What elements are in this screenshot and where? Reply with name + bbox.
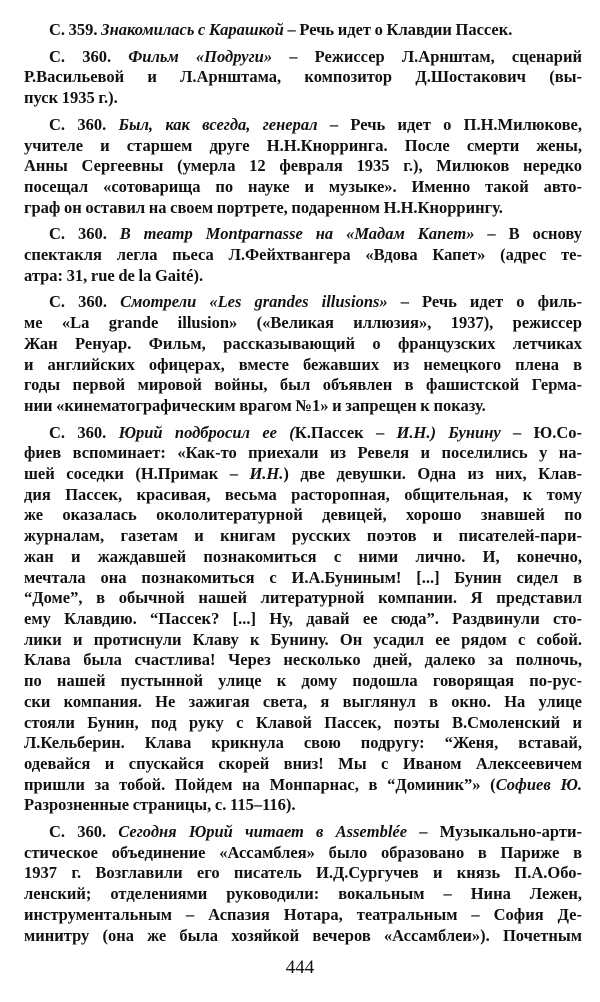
- text-line: [24, 650, 582, 671]
- text: – В основу: [474, 224, 582, 244]
- text: минитру (она же была хозяйкой вечеров «Ассамблеи»). Почетным: [24, 925, 582, 945]
- text: “Доме”, в обычной нашей литературной компании. Я представил: [24, 588, 582, 608]
- text-line: [24, 224, 582, 245]
- text-line: [24, 88, 582, 109]
- text: граф он оставил на своем портрете, подаренном Н.Н.Кноррингу.: [24, 197, 503, 217]
- text-line: [24, 526, 582, 547]
- text: пуск 1935 г.).: [24, 88, 118, 108]
- note-paragraph: [24, 423, 582, 816]
- text: дия Пассек, красивая, весьма расторопная, общительная, к тому: [24, 484, 582, 504]
- page-number: 444: [285, 957, 315, 979]
- text: К.Пассек –: [294, 422, 397, 442]
- text: ски компания. Не зажигая света, я выглянул в окно. На улице: [24, 691, 582, 711]
- text-line: [24, 156, 582, 177]
- text: 1937 г. Возглавили его писатель И.Д.Сургучев и князь П.А.Обо-: [24, 863, 582, 883]
- text-line: [24, 568, 582, 589]
- text: жан и жаждавшей познакомиться с ними лично. И, конечно,: [24, 546, 582, 566]
- text: С. 360.: [49, 46, 129, 66]
- text: годы первой мировой войны, был объявлен в фашистской Герма-: [24, 375, 582, 395]
- text: – Режиссер Л.Арнштам, сценарий: [272, 46, 582, 66]
- text-line: [24, 313, 582, 334]
- text: стическое объединение «Ассамблея» было образовано в Париже в: [24, 842, 582, 862]
- text-line: [24, 843, 582, 864]
- text-line: [24, 245, 582, 266]
- text: Разрозненные страницы, с. 115–116).: [24, 795, 296, 815]
- italic-text: Был, как всегда, генерал: [118, 114, 318, 134]
- text-line: [24, 292, 582, 313]
- text: мечтала она познакомиться с И.А.Буниным! [...] Бунин сидел в: [24, 567, 582, 587]
- text: – Речь идет о П.Н.Милюкове,: [317, 114, 582, 134]
- text-line: [24, 136, 582, 157]
- text: же оказалась окололитературной девицей, хорошо знавшей по: [24, 505, 582, 525]
- text: Р.Васильевой и Л.Арнштама, композитор Д.Шостакович (вы-: [24, 67, 582, 87]
- text-line: [24, 396, 582, 417]
- text-line: [24, 547, 582, 568]
- text-line: [24, 754, 582, 775]
- text-line: [24, 671, 582, 692]
- italic-text: Сегодня Юрий читает в Assemblée: [118, 822, 408, 842]
- text-line: [24, 588, 582, 609]
- text: С. 359.: [49, 20, 102, 39]
- text: – Ю.Со-: [500, 422, 582, 442]
- text-line: [24, 67, 582, 88]
- text: ) две девушки. Одна из них, Клав-: [283, 464, 582, 484]
- text: шей соседки (Н.Примак –: [24, 464, 250, 484]
- text-line: [24, 692, 582, 713]
- note-paragraph: [24, 20, 582, 41]
- text: журналам, газетам и книгам русских поэтов и писателей-пари-: [24, 526, 582, 546]
- text: – Речь идет о филь-: [387, 292, 582, 312]
- text-line: [24, 20, 582, 41]
- text: фиев вспоминает: «Как-то приехали из Ревеля и поселились у на-: [24, 443, 582, 463]
- text-line: [24, 115, 582, 136]
- italic-text: Софиев Ю.: [495, 774, 582, 794]
- text: нии «кинематографическим врагом №1» и запрещен к показу.: [24, 395, 486, 415]
- text: лики и протиснули Клаву к Бунину. Он усадил ее рядом с собой.: [24, 629, 582, 649]
- italic-text: В театр Montparnasse на «Мадам Капет»: [119, 224, 475, 244]
- text: Жан Ренуар. Фильм, рассказывающий о французских летчиках: [24, 333, 582, 353]
- text-line: [24, 485, 582, 506]
- text-line: [24, 177, 582, 198]
- text-line: [24, 775, 582, 796]
- text: учителе и старшем друге Н.Н.Кнорринга. После смерти жены,: [24, 135, 582, 155]
- text: С. 360.: [49, 224, 120, 244]
- text: Анны Сергеевны (умерла 12 февраля 1935 г.), Милюков нередко: [24, 156, 582, 176]
- text-line: [24, 47, 582, 68]
- text: С. 360.: [49, 114, 119, 134]
- text-line: [24, 375, 582, 396]
- document-body: [24, 0, 582, 946]
- italic-text: Смотрели «Les grandes illusions»: [120, 292, 388, 312]
- text: С. 360.: [49, 822, 119, 842]
- text: С. 360.: [49, 292, 121, 312]
- text-line: [24, 355, 582, 376]
- text-line: [24, 443, 582, 464]
- text: С. 360.: [49, 422, 119, 442]
- text-line: [24, 505, 582, 526]
- italic-text: Юрий подбросил ее (: [118, 422, 295, 442]
- text: ме «La grande illusion» («Великая иллюзия», 1937), режиссер: [24, 313, 582, 333]
- text: посещал «сотоварища по науке и музыке». Именно такой авто-: [24, 176, 582, 196]
- text: спектакля легла пьеса Л.Фейхтвангера «Вдова Капет» (адрес те-: [24, 245, 582, 265]
- italic-text: Знакомилась с Карашкой: [101, 20, 284, 39]
- text: и английских офицерах, вместе бежавших из немецкого плена в: [24, 354, 582, 374]
- note-paragraph: [24, 224, 582, 286]
- text-line: [24, 905, 582, 926]
- text-line: [24, 198, 582, 219]
- text: одевайся и спускайся скорей вниз! Мы с Иваном Алексеевичем: [24, 753, 582, 773]
- text: – Речь идет о Клавдии Пассек.: [283, 20, 513, 39]
- text-line: [24, 926, 582, 947]
- text-line: [24, 266, 582, 287]
- text-line: [24, 863, 582, 884]
- note-paragraph: [24, 115, 582, 219]
- italic-text: Фильм «Подруги»: [128, 46, 273, 66]
- text-line: [24, 630, 582, 651]
- text-line: [24, 713, 582, 734]
- text: стояли Бунин, под руку с Клавой Пассек, поэты В.Смоленский и: [24, 712, 582, 732]
- text-line: [24, 334, 582, 355]
- text: инструментальным – Аспазия Нотара, театральным – София Де-: [24, 904, 582, 924]
- italic-text: И.Н.: [249, 464, 284, 484]
- text: Л.Кельберин. Клава крикнула свою подругу: “Женя, вставай,: [24, 733, 582, 753]
- text-line: [24, 423, 582, 444]
- text-line: [24, 795, 582, 816]
- text: пришли за тобой. Пойдем на Монпарнас, в “Доминик”» (: [24, 774, 496, 794]
- note-paragraph: [24, 292, 582, 416]
- text: – Музыкально-арти-: [407, 822, 582, 842]
- note-paragraph: [24, 822, 582, 946]
- text: ему Клавдию. “Пассек? [...] Ну, давай ее сюда”. Раздвинули сто-: [24, 608, 582, 628]
- text: атра: 31, rue de la Gaité).: [24, 265, 204, 285]
- note-paragraph: [24, 47, 582, 109]
- text-line: [24, 609, 582, 630]
- text-line: [24, 822, 582, 843]
- text-line: [24, 464, 582, 485]
- text: ленский; отделениями руководили: вокальным – Нина Лежен,: [24, 884, 582, 904]
- text: Клава была счастлива! Через несколько дней, далеко за полночь,: [24, 650, 582, 670]
- text-line: [24, 884, 582, 905]
- text: по нашей пустынной улице к дому подошла говорящая по-рус-: [24, 671, 582, 691]
- text-line: [24, 733, 582, 754]
- italic-text: И.Н.) Бунину: [396, 422, 501, 442]
